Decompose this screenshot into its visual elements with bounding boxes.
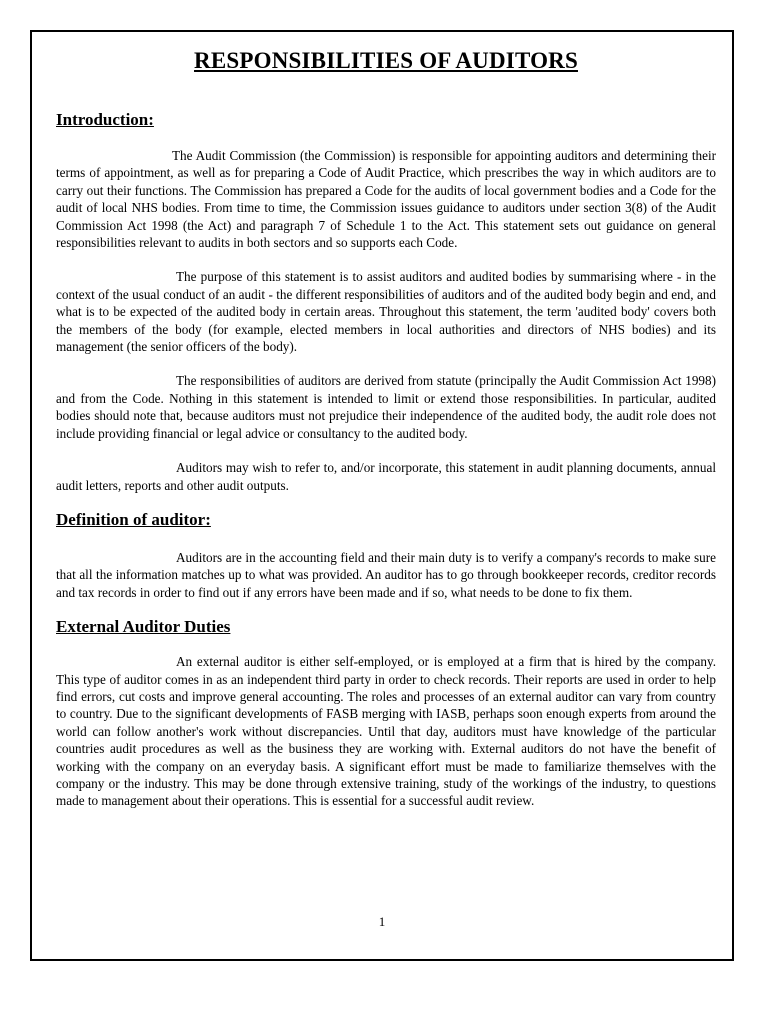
external-auditor-paragraph: An external auditor is either self-employed, or is employed at a firm that is hired by the company. This type of auditor comes in as an independent third party in order to check records. Their reports are used in order to help find errors, cut costs and improve general accounting. The roles and processes of an external auditor can vary from country to country. Due to the significant developments of FASB merging with IASB, perhaps soon enough experts from around the world can follow another's work without discrepancies. Until that day, auditors must have knowledge of the particular countries audit procedures as well as the business they are working with. External auditors do not have the benefit of working with the company on an everyday basis. A significant effort must be made to familiarize themselves with the company or the industry. This may be done through extensive training, study of the workings of the industry, to questions made to management about their operations. This is essential for a successful audit review. [56, 654, 716, 809]
intro-paragraph-4: Auditors may wish to refer to, and/or incorporate, this statement in audit planning documents, annual audit letters, reports and other audit outputs. [56, 460, 716, 493]
page-frame [30, 30, 734, 961]
definition-paragraph: Auditors are in the accounting field and their main duty is to verify a company's records to make sure that all the information matches up to what was provided. An auditor has to go through bookkeeper records, creditor records and tax records in order to find out if any errors have been made and if so, what needs to be done to fix them. [56, 549, 716, 600]
intro-paragraph-1: The Audit Commission (the Commission) is responsible for appointing auditors and determining their terms of appointment, as well as for preparing a Code of Audit Practice, which prescribes the way in which auditors are to carry out their functions. The Commission has prepared a Code for the audits of local government bodies and a Code for the audit of local NHS bodies. From time to time, the Commission issues guidance to auditors under section 3(8) of the Audit Commission Act 1998 (the Act) and paragraph 7 of Schedule 1 to the Act. This statement sets out guidance on general responsibilities relevant to audits in both sectors and so supports each Code. [56, 148, 716, 251]
intro-paragraph-3: The responsibilities of auditors are derived from statute (principally the Audit Commission Act 1998) and from the Code. Nothing in this statement is intended to limit or extend those responsibilities. In particular, audited bodies should note that, because auditors must not prejudice their independence of the audited body, the audit role does not include providing financial or legal advice or consultancy to the audited body. [56, 373, 716, 441]
heading-introduction: Introduction: [56, 110, 154, 129]
document-title: RESPONSIBILITIES OF AUDITORS [194, 48, 578, 73]
heading-external-auditor-duties: External Auditor Duties [56, 617, 231, 637]
intro-paragraph-2: The purpose of this statement is to assist auditors and audited bodies by summarising where - in the context of the usual conduct of an audit - the different responsibilities of auditors and of the audited body begin and end, and what is to be expected of the audited body in certain areas. Throughout this statement, the term 'audited body' covers both the members of the body (for example, elected members in local authorities and directors of NHS bodies) and its management (the senior officers of the body). [56, 269, 716, 355]
document-body [56, 48, 716, 810]
heading-definition-of-auditor: Definition of auditor: [56, 509, 211, 529]
page-number: 1 [378, 914, 386, 929]
